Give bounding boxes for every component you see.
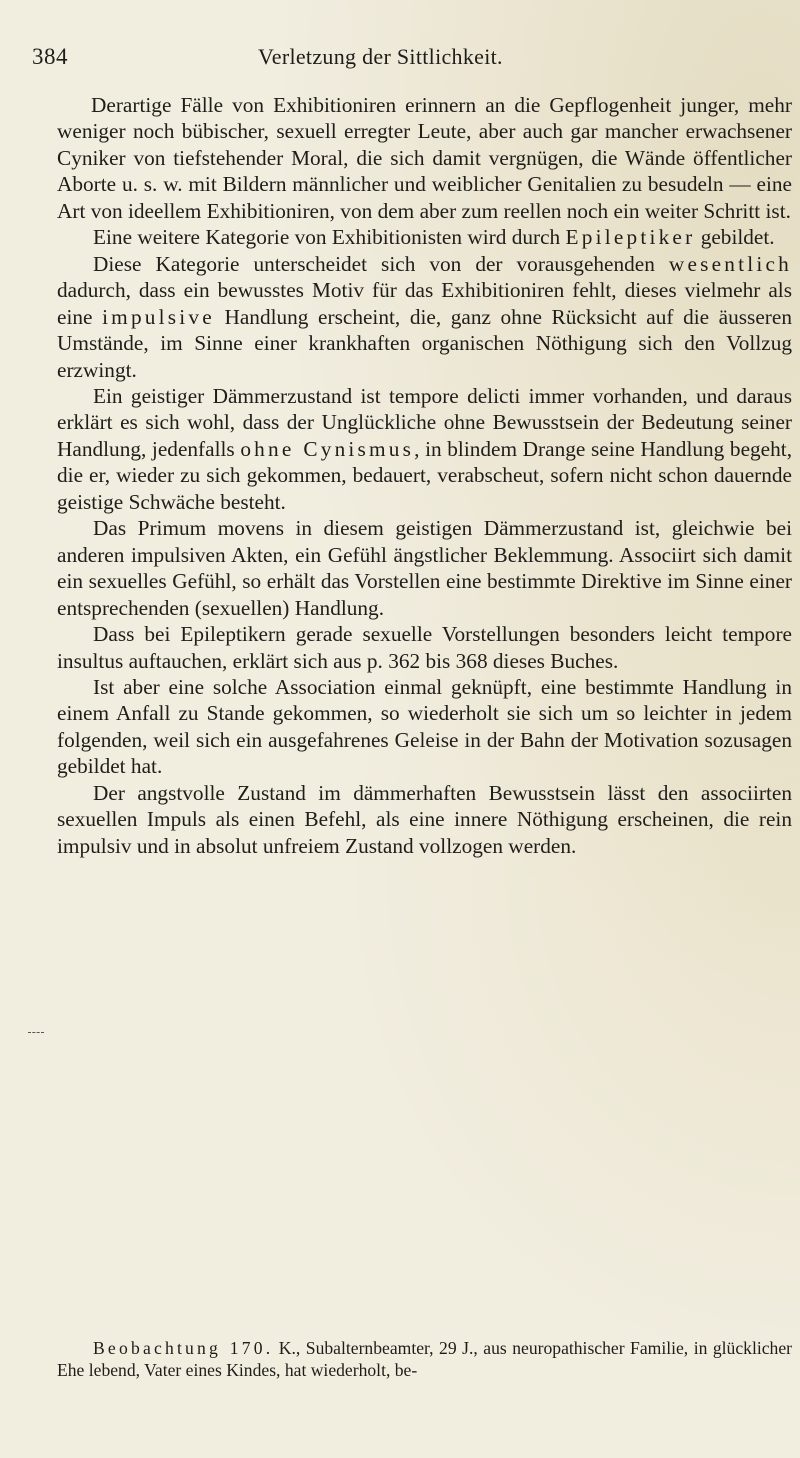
- paragraph: [57, 621, 792, 674]
- text-segment: Handlung erscheint, die, ganz ohne Rücksicht auf die äusseren Umstände, im Sinne einer krankhaften organischen Nöthigung sich den Vollzug erzwingt.: [57, 304, 792, 382]
- body-text: [57, 92, 792, 859]
- emphasized-term: wesentlich: [668, 251, 792, 276]
- text-segment: Ist aber eine solche Association einmal geknüpft, eine bestimmte Handlung in einem Anfall zu Stande gekommen, so wiederholt sie sich um so leichter in jedem folgenden, weil sich ein ausgefahrenes Geleise in der Bahn der Motivation sozusagen gebildet hat.: [57, 674, 792, 779]
- emphasized-term: ohne Cynismus: [240, 436, 415, 461]
- text-segment: Das Primum movens in diesem geistigen Dämmerzustand ist, gleichwie bei anderen impulsiven Akten, ein Gefühl ängstlicher Beklemmung. Associirt sich damit ein sexuelles Gefühl, so erhält das Vorstellen eine bestimmte Direktive im Sinne einer entsprechenden (sexuellen) Handlung.: [57, 516, 792, 620]
- emphasized-term: Epileptiker: [565, 225, 696, 250]
- paragraph: [57, 92, 792, 224]
- paragraph: [57, 780, 792, 859]
- paragraph: [57, 251, 792, 383]
- text-segment: Diese Kategorie unterscheidet sich von der vorausgehenden: [93, 251, 669, 276]
- footnote-label: Beobachtung 170.: [93, 1338, 274, 1358]
- paragraph: [57, 383, 792, 515]
- text-segment: gebildet.: [695, 225, 775, 250]
- footnote-text: K., Subalternbeamter, 29 J., aus neuropathischer Familie, in glücklicher Ehe lebend, Vater eines Kindes, hat wiederholt, be-: [57, 1338, 793, 1380]
- text-segment: Eine weitere Kategorie von Exhibitionisten wird durch: [93, 225, 566, 250]
- footnote: [57, 1337, 792, 1381]
- text-segment: Der angstvolle Zustand im dämmerhaften Bewusstsein lässt den associirten sexuellen Impuls als einen Befehl, als eine innere Nöthigung erscheinen, die rein impulsiv und in absolut unfreiem Zustand vollzogen werden.: [57, 780, 792, 858]
- running-head: Verletzung der Sittlichkeit.: [258, 44, 503, 69]
- paragraph: [57, 515, 792, 621]
- text-segment: Dass bei Epileptikern gerade sexuelle Vorstellungen besonders leicht tempore insultus auftauchen, erklärt sich aus p. 362 bis 368 dieses Buches.: [57, 622, 792, 673]
- paragraph: [57, 224, 792, 250]
- page-number: 384: [32, 44, 68, 69]
- text-segment: , in blindem Drange seine Handlung begeht, die er, wieder zu sich gekommen, bedauert, verabscheut, sofern nicht schon dauernde geistige Schwäche besteht.: [57, 436, 793, 514]
- emphasized-term: impulsive: [102, 304, 215, 329]
- margin-mark: [28, 1032, 44, 1033]
- text-segment: Ein geistiger Dämmerzustand ist tempore delicti immer vorhanden, und daraus erklärt es sich wohl, dass der Unglückliche ohne Bewusstsein der Bedeutung seiner Handlung, jedenfalls: [57, 383, 792, 461]
- paragraph: [57, 674, 792, 780]
- text-segment: Derartige Fälle von Exhibitioniren erinnern an die Gepflogenheit junger, mehr weniger noch bübischer, sexuell erregter Leute, aber auch gar mancher erwachsener Cyniker von tiefstehender Moral, die sich damit vergnügen, die Wände öffentlicher Aborte u. s. w. mit Bildern männlicher und weiblicher Genitalien zu besudeln — eine Art von ideellem Exhibitioniren, von dem aber zum reellen noch ein weiter Schritt ist.: [57, 93, 792, 223]
- text-segment: dadurch, dass ein bewusstes Motiv für das Exhibitioniren fehlt, dieses vielmehr als eine: [57, 278, 792, 329]
- page-header: [32, 44, 752, 74]
